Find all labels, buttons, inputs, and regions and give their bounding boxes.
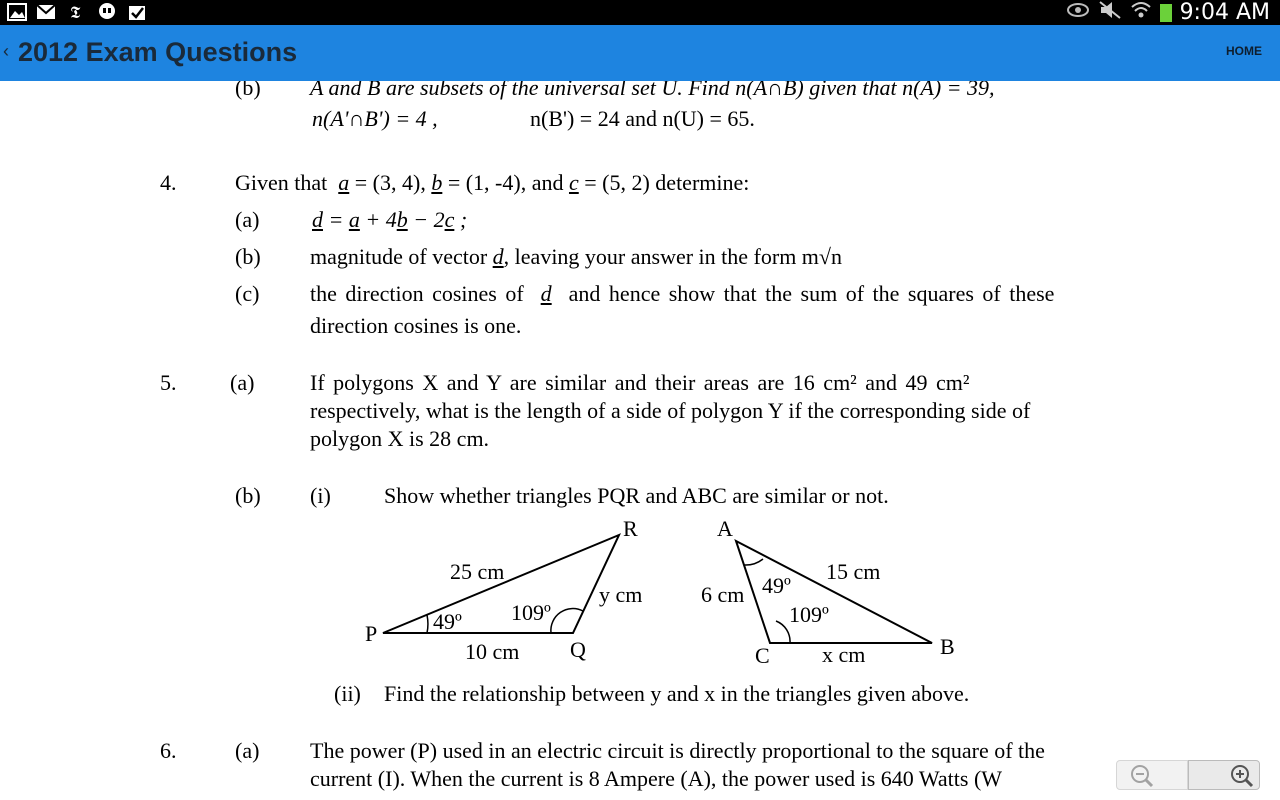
vertex-b-label: B [940, 634, 955, 659]
angle-a-label: 49º [762, 573, 791, 598]
page-title[interactable]: 2012 Exam Questions [18, 37, 298, 67]
mail-icon [36, 2, 58, 22]
q4b-text: magnitude of vector d, leaving your answer in the form m√n [310, 244, 842, 269]
q4c-line2: direction cosines is one. [310, 313, 522, 338]
angle-q-label: 109º [511, 600, 551, 625]
q5a-line1: If polygons X and Y are similar and their areas are 16 cm² and 49 cm² [310, 370, 970, 395]
side-ab-label: 15 cm [826, 559, 881, 584]
vertex-a-label: A [717, 516, 733, 541]
hangouts-icon [96, 2, 118, 22]
zoom-in-button[interactable] [1188, 760, 1260, 790]
gallery-icon [6, 2, 28, 22]
wifi-icon [1130, 0, 1152, 26]
angle-c-label: 109º [789, 602, 829, 627]
q5a-line2: respectively, what is the length of a side of polygon Y if the corresponding side of [310, 398, 1031, 423]
side-cb-label: x cm [822, 642, 866, 667]
vertex-c-label: C [755, 643, 770, 668]
q6a-line1: The power (P) used in an electric circuit is directly proportional to the square of the [310, 738, 1045, 763]
q6-number: 6. [160, 738, 177, 763]
q4a-formula: d = a + 4b − 2c ; [312, 207, 468, 232]
q4c-text: the direction cosines of d and hence show that the sum of the squares of these [310, 281, 1055, 306]
q3b-line2b: n(B') = 24 and n(U) = 65. [530, 106, 755, 131]
home-button[interactable]: HOME [1226, 44, 1262, 58]
q4b-label: (b) [235, 244, 261, 269]
eye-icon [1066, 0, 1090, 25]
zoom-out-icon [1129, 763, 1155, 794]
q4-number: 4. [160, 170, 177, 195]
q5b-i-text: Show whether triangles PQR and ABC are similar or not. [384, 483, 889, 508]
status-bar [0, 0, 1280, 25]
triangle-pqr-diagram [355, 511, 655, 671]
q5b-label: (b) [235, 483, 261, 508]
side-pr-label: 25 cm [450, 559, 505, 584]
q6a-line2: current (I). When the current is 8 Ampere (A), the power used is 640 Watts (W [310, 766, 1003, 791]
vertex-q-label: Q [570, 637, 586, 662]
vertex-p-label: P [365, 621, 378, 646]
q5a-line3: polygon X is 28 cm. [310, 426, 490, 451]
nyt-icon [66, 2, 88, 22]
q5-number: 5. [160, 370, 177, 395]
q4-stem: Given that a = (3, 4), b = (1, -4), and c = (5, 2) determine: [235, 170, 750, 195]
q3b-line2a: n(A'∩B') = 4 , [312, 106, 438, 131]
q5b-ii-text: Find the relationship between y and x in the triangles given above. [384, 681, 970, 706]
app-bar [0, 25, 1280, 81]
side-ac-label: 6 cm [701, 582, 745, 607]
side-qr-label: y cm [599, 582, 643, 607]
q3b-line1: A and B are subsets of the universal set U. Find n(A∩B) given that n(A) = 39, [310, 81, 995, 100]
svg-text:𝕿: 𝕿 [70, 3, 81, 22]
zoom-out-button[interactable] [1116, 760, 1188, 790]
battery-icon [1160, 4, 1172, 22]
status-time: 9:04 AM [1179, 0, 1270, 25]
q4c-label: (c) [235, 281, 260, 306]
angle-p-label: 49º [433, 609, 462, 634]
q5b-ii-label: (ii) [334, 681, 361, 706]
q5b-i-label: (i) [310, 483, 331, 508]
task-icon [126, 2, 148, 22]
vertex-r-label: R [623, 516, 638, 541]
document-page[interactable] [0, 81, 1280, 800]
q5a-label: (a) [230, 370, 255, 395]
triangle-abc-diagram [690, 511, 970, 671]
zoom-in-icon [1229, 763, 1255, 794]
q4a-label: (a) [235, 207, 260, 232]
mute-icon [1098, 0, 1122, 26]
q6a-label: (a) [235, 738, 260, 763]
side-pq-label: 10 cm [465, 639, 520, 664]
q3b-label: (b) [235, 81, 261, 100]
zoom-controls [1116, 760, 1264, 790]
back-button[interactable]: ‹ [3, 41, 9, 61]
